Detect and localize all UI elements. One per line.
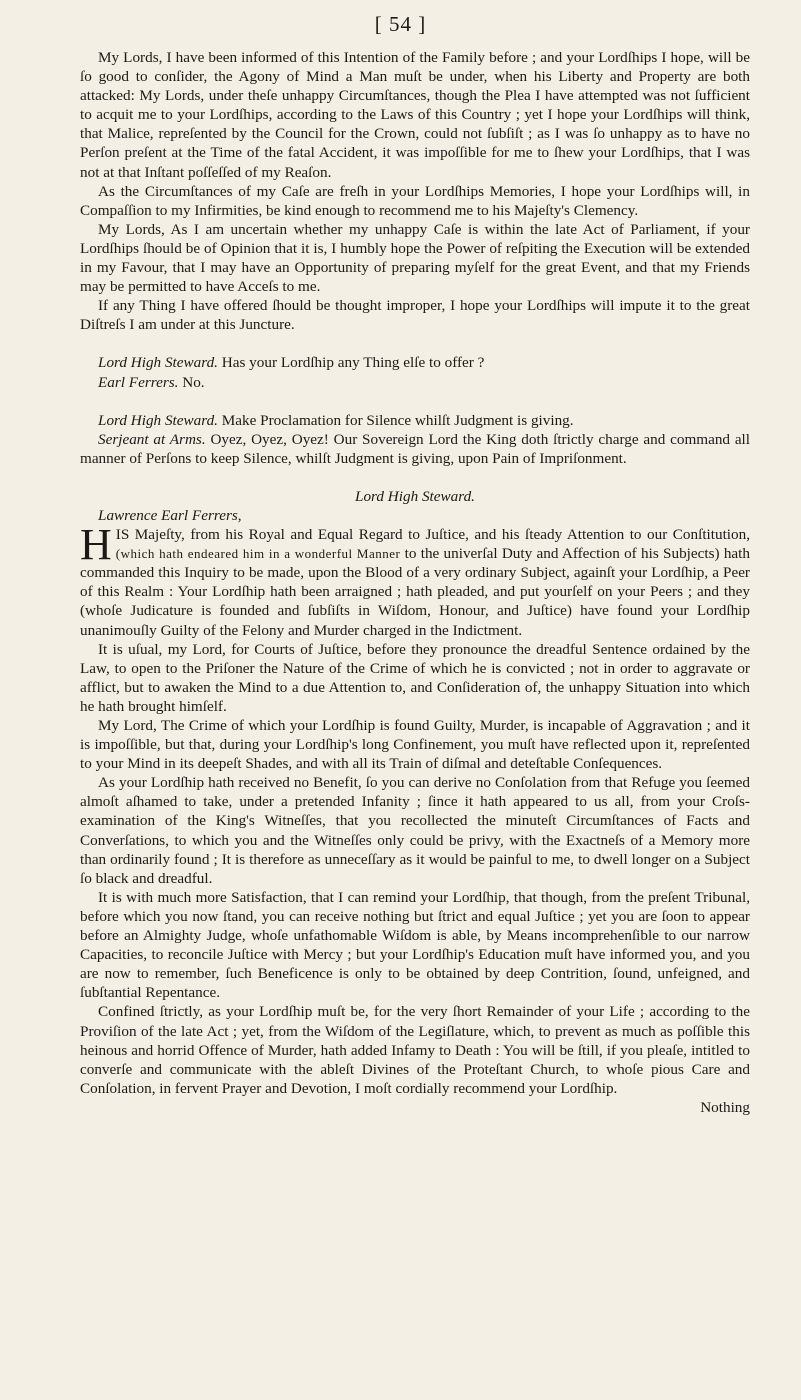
paragraph: If any Thing I have offered ſhould be thought improper, I hope your Lordſhips will impute it to the great Diſtreſs I am under at this Juncture. [80,297,750,334]
paragraph: As the Circumſtances of my Caſe are freſh in your Lordſhips Memories, I hope your Lordſhips will, in Compaſſion to my Infirmities, be kind enough to recommend me to his Majeſty's Clemency. [80,182,750,219]
document-body [80,48,750,1117]
address-line: Lawrence Earl Ferrers, [98,506,242,524]
paragraph: My Lords, I have been informed of this Intention of the Family before ; and your Lordſhips I hope, will be ſo good to conſider, the Agony of Mind a Man muſt be under, when his Liberty and Property are both attacked: My Lords, under theſe unhappy Circumſtances, though the Plea I have attempted was not ſufficient to acquit me to your Lordſhips, according to the Laws of this Country ; yet I hope your Lordſhips will think, that Malice, repreſented by the Council for the Crown, could not ſubſiſt ; as I was ſo unhappy as to have no Perſon preſent at the Time of the fatal Accident, it was impoſſible for me to ſhew your Lordſhips, that I was not at that Inſtant poſſeſſed of my Reaſon. [80,49,750,181]
speaker-name: Serjeant at Arms. [98,430,206,448]
paragraph: It is uſual, my Lord, for Courts of Juſtice, before they pronounce the dreadful Sentence ordained by the Law, to open to the Priſoner the Nature of the Crime of which he is convicted ; not in order to aggravate or afflict, but to awaken the Mind to a due Attention to, and Conſideration of, the unhappy Situation into which he hath brought himſelf. [80,640,750,715]
dialogue-line [80,411,750,430]
paragraph: My Lord, The Crime of which your Lordſhip is found Guilty, Murder, is incapable of Aggravation ; and it is impoſſible, but that, during your Lordſhip's long Confinement, you muſt have reflected upon it, repreſented to your Mind in its deepeſt Shades, and with all its Train of diſmal and deteſtable Conſequences. [80,717,750,773]
speaker-name: Earl Ferrers. [98,373,179,391]
drop-cap: H [80,520,112,570]
speaker-name: Lord High Steward. [98,354,218,372]
paragraph-dropcap [80,520,750,640]
speech-text: Has your Lordſhip any Thing elſe to offer ? [221,354,485,372]
speech-text: Make Proclamation for Silence whilſt Judgment is giving. [221,411,574,429]
speech-text: Oyez, Oyez, Oyez! Our Sovereign Lord the King doth ſtrictly charge and command all manner of Perſons to keep Silence, whilſt Judgment is giving, upon Pain of Impriſonment. [80,430,751,467]
dialogue-line [80,353,750,372]
page-number: [ 54 ] [374,12,427,36]
speaker-name: Lord High Steward. [98,411,218,429]
paragraph: As your Lordſhip hath received no Benefit, ſo you can derive no Conſolation from that Refuge you ſeemed almoſt aſhamed to take, under a pretended Infanity ; ſince it hath appeared to us all, from your Croſs-examination of the King's Witneſſes, that you recollected the minuteſt Circumſtances of Facts and Converſations, to which you and the Witneſſes only could be privy, with the Exactneſs of a Memory more than ordinarily found ; It is therefore as unneceſſary as it would be painful to me, to dwell longer on a Subject ſo black and dreadful. [80,774,750,887]
paragraph: Confined ſtrictly, as your Lordſhip muſt be, for the very ſhort Remainder of your Life ; according to the Proviſion of the late Act ; yet, from the Wiſdom of the Legiſlature, which, to prevent as much as poſſible this heinous and horrid Offence of Murder, hath added Infamy to Death : You will be ſtill, if you pleaſe, intitled to converſe and communicate with the ableſt Divines of the Proteſtant Church, to whoſe pious Care and Conſolation, in fervent Prayer and Devotion, I moſt cordially recommend your Lordſhip. [80,1003,750,1097]
paragraph: My Lords, As I am uncertain whether my unhappy Caſe is within the late Act of Parliament, if your Lordſhips ſhould be of Opinion that it is, I humbly hope the Power of reſpiting the Execution will be extended in my Favour, that I may have an Opportunity of preparing myſelf for the great Event, and that my Friends may be permitted to have Acceſs to me. [80,220,750,296]
dialogue-line [80,430,750,468]
speech-text: No. [182,373,205,391]
paragraph-text: to the univerſal Duty and Affection of his Subjects) hath commanded this Inquiry to be made, upon the Blood of a very ordinary Subject, againſt your Lordſhip, a Peer of this Realm : Your Lordſhip hath been arraigned ; hath pleaded, and put yourſelf on your Peers ; and they (whoſe Judicature is founded and ſubſiſts in Wiſdom, Honour, and Juſtice) have found your Lordſhip unanimouſly Guilty of the Felony and Murder charged in the Indictment. [80,545,750,639]
paragraph-text: IS Majeſty, from his Royal and Equal Regard to Juſtice, and his ſteady Attention to our Conſtitution, [115,526,750,544]
paragraph-text: (which hath endeared him in a wonderful Manner [115,546,401,562]
dialogue-line [80,373,750,392]
paragraph: It is with much more Satisfaction, that I can remind your Lordſhip, that though, from the preſent Tribunal, before which you now ſtand, you can receive nothing but ſtrict and equal Juſtice ; yet you are ſoon to appear before an Almighty Judge, whoſe unfathomable Wiſdom is able, by Means incomprehenſible to our narrow Capacities, to reconcile Juſtice with Mercy ; but your Lordſhip's Education muſt have informed you, and you are now to remember, ſuch Beneficence is only to be obtained by deep Contrition, ſound, unfeigned, and ſubſtantial Repentance. [80,888,750,1002]
section-heading: Lord High Steward. [355,487,475,505]
catchword: Nothing [700,1098,750,1116]
